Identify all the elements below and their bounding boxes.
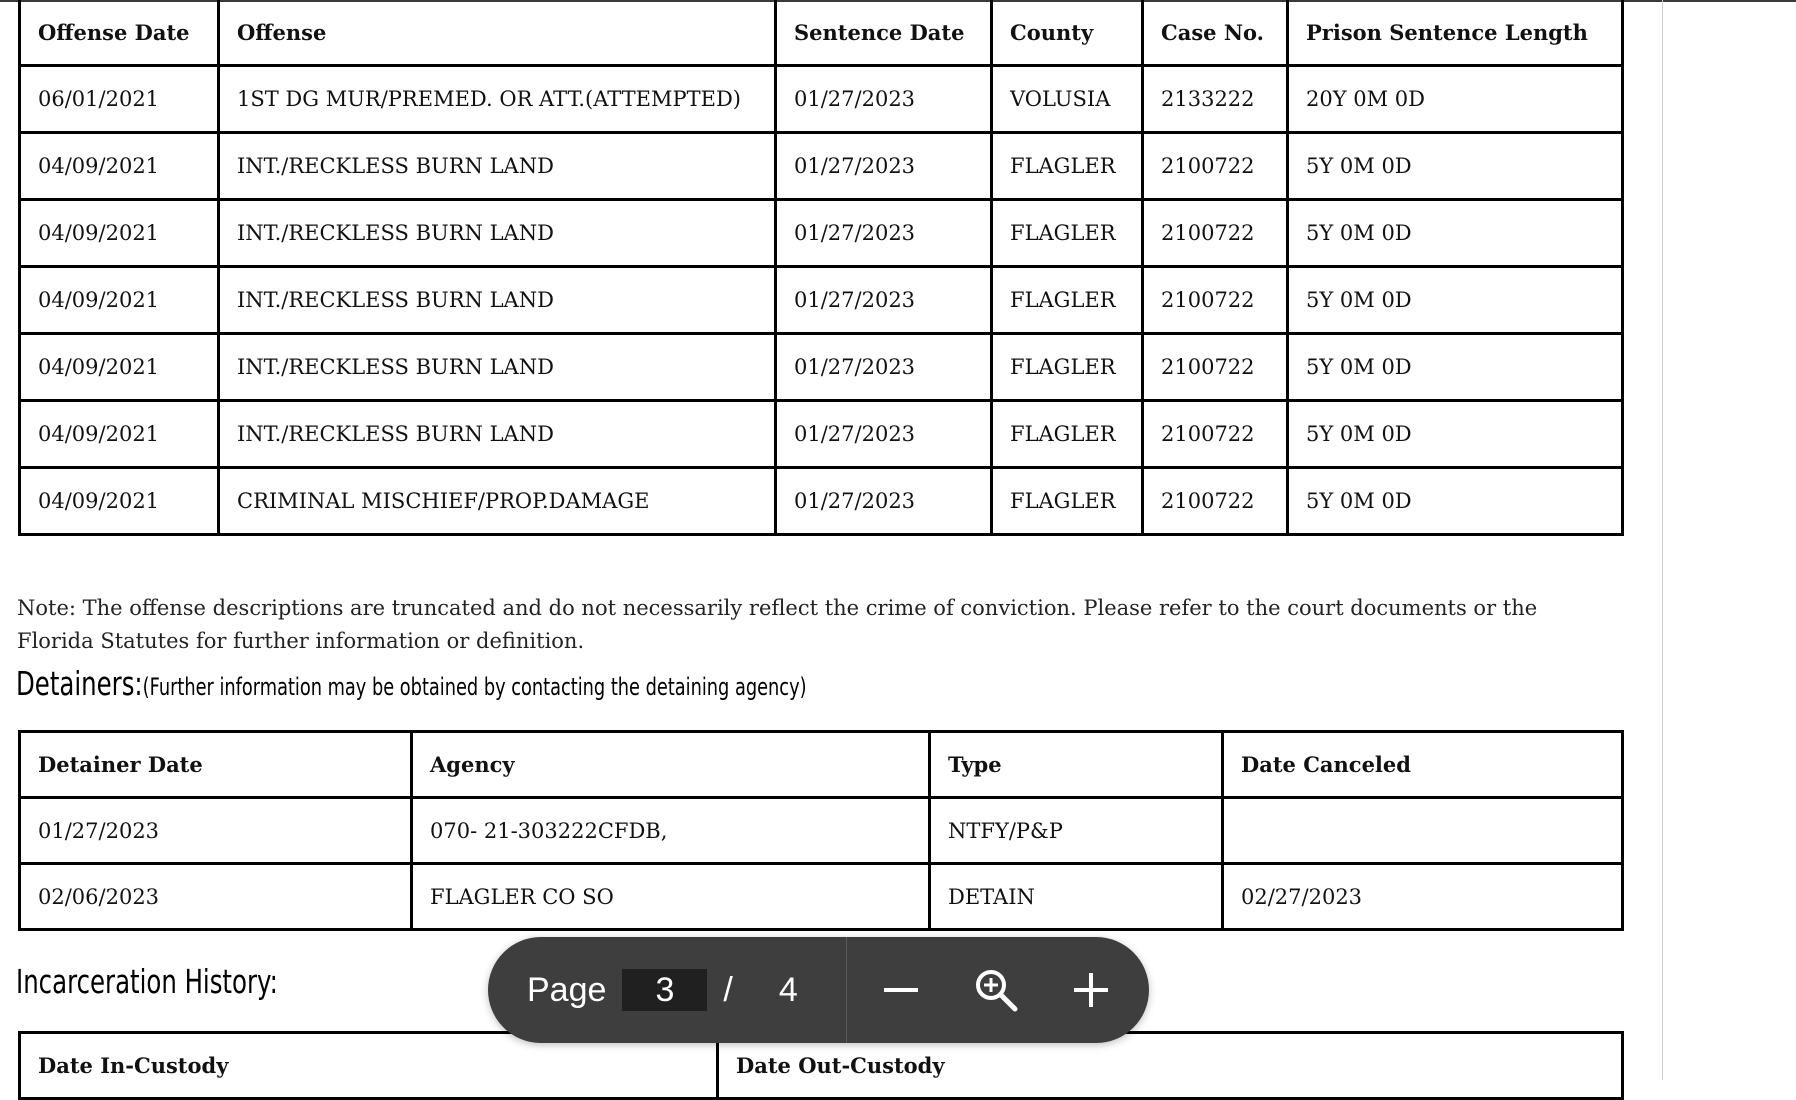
- table-row: [20, 267, 1623, 334]
- column-header-date-out-custody: Date Out-Custody: [718, 1033, 1623, 1099]
- zoom-magnifier-icon: [972, 966, 1020, 1014]
- column-header-agency: Agency: [412, 732, 930, 798]
- zoom-in-button[interactable]: [1061, 960, 1121, 1020]
- offense-date-cell: 04/09/2021: [20, 401, 219, 468]
- type-cell: NTFY/P&P: [930, 798, 1223, 864]
- offense-note: Note: The offense descriptions are truncated and do not necessarily reflect the crime of conviction. Please refer to the court documents or the Florida Statutes for further information or definition.: [17, 596, 1538, 653]
- county-cell: FLAGLER: [992, 468, 1143, 535]
- offense-cell: CRIMINAL MISCHIEF/PROP.DAMAGE: [219, 468, 776, 535]
- offense-date-cell: 04/09/2021: [20, 334, 219, 401]
- detainers-title: Detainers:: [16, 664, 143, 703]
- page-number-input[interactable]: [622, 969, 707, 1011]
- detainer-date-cell: 01/27/2023: [20, 798, 412, 864]
- county-cell: FLAGLER: [992, 401, 1143, 468]
- sentence-length-cell: 5Y 0M 0D: [1288, 401, 1623, 468]
- sentence-length-cell: 5Y 0M 0D: [1288, 133, 1623, 200]
- county-cell: FLAGLER: [992, 133, 1143, 200]
- case-no-cell: 2100722: [1143, 401, 1288, 468]
- column-header-sentence-length: Prison Sentence Length: [1288, 0, 1623, 66]
- table-row: [20, 133, 1623, 200]
- table-row: [20, 864, 1623, 930]
- sentence-date-cell: 01/27/2023: [776, 133, 992, 200]
- offense-cell: INT./RECKLESS BURN LAND: [219, 200, 776, 267]
- offense-header-row: [20, 0, 1623, 66]
- detainer-table: [18, 730, 1624, 931]
- case-no-cell: 2100722: [1143, 133, 1288, 200]
- incarceration-history-heading: Incarceration History:: [16, 962, 278, 1001]
- table-row: [20, 798, 1623, 864]
- offense-cell: 1ST DG MUR/PREMED. OR ATT.(ATTEMPTED): [219, 66, 776, 133]
- table-row: [20, 200, 1623, 267]
- total-pages: 4: [778, 970, 798, 1009]
- type-cell: DETAIN: [930, 864, 1223, 930]
- detainer-date-cell: 02/06/2023: [20, 864, 412, 930]
- sentence-length-cell: 20Y 0M 0D: [1288, 66, 1623, 133]
- county-cell: FLAGLER: [992, 200, 1143, 267]
- zoom-reset-button[interactable]: [966, 960, 1026, 1020]
- detainers-subtitle: (Further information may be obtained by contacting the detaining agency): [142, 673, 807, 701]
- column-header-type: Type: [930, 732, 1223, 798]
- detainers-heading: [16, 664, 807, 703]
- minus-icon: [881, 970, 921, 1010]
- column-header-date-in-custody: Date In-Custody: [20, 1033, 718, 1099]
- case-no-cell: 2100722: [1143, 200, 1288, 267]
- offense-date-cell: 04/09/2021: [20, 133, 219, 200]
- detainer-header-row: [20, 732, 1623, 798]
- zoom-out-button[interactable]: [871, 960, 931, 1020]
- offense-date-cell: 06/01/2021: [20, 66, 219, 133]
- sentence-date-cell: 01/27/2023: [776, 200, 992, 267]
- offense-date-cell: 04/09/2021: [20, 200, 219, 267]
- sentence-date-cell: 01/27/2023: [776, 401, 992, 468]
- sentence-length-cell: 5Y 0M 0D: [1288, 200, 1623, 267]
- sentence-length-cell: 5Y 0M 0D: [1288, 468, 1623, 535]
- sentence-length-cell: 5Y 0M 0D: [1288, 267, 1623, 334]
- column-header-county: County: [992, 0, 1143, 66]
- table-row: [20, 401, 1623, 468]
- column-header-offense: Offense: [219, 0, 776, 66]
- toolbar-divider: [846, 937, 847, 1043]
- column-header-date-canceled: Date Canceled: [1223, 732, 1623, 798]
- case-no-cell: 2133222: [1143, 66, 1288, 133]
- column-header-detainer-date: Detainer Date: [20, 732, 412, 798]
- county-cell: VOLUSIA: [992, 66, 1143, 133]
- column-header-sentence-date: Sentence Date: [776, 0, 992, 66]
- case-no-cell: 2100722: [1143, 468, 1288, 535]
- county-cell: FLAGLER: [992, 267, 1143, 334]
- offense-cell: INT./RECKLESS BURN LAND: [219, 267, 776, 334]
- offense-cell: INT./RECKLESS BURN LAND: [219, 133, 776, 200]
- plus-icon: [1071, 970, 1111, 1010]
- table-row: [20, 66, 1623, 133]
- case-no-cell: 2100722: [1143, 334, 1288, 401]
- page-separator: /: [723, 970, 733, 1009]
- table-row: [20, 468, 1623, 535]
- sentence-date-cell: 01/27/2023: [776, 66, 992, 133]
- column-header-case-no: Case No.: [1143, 0, 1288, 66]
- case-no-cell: 2100722: [1143, 267, 1288, 334]
- sentence-length-cell: 5Y 0M 0D: [1288, 334, 1623, 401]
- offense-date-cell: 04/09/2021: [20, 468, 219, 535]
- date-canceled-cell: 02/27/2023: [1223, 864, 1623, 930]
- offense-date-cell: 04/09/2021: [20, 267, 219, 334]
- agency-cell: FLAGLER CO SO: [412, 864, 930, 930]
- sentence-date-cell: 01/27/2023: [776, 334, 992, 401]
- page-edge: [1662, 0, 1663, 1080]
- county-cell: FLAGLER: [992, 334, 1143, 401]
- pdf-page-toolbar: [488, 937, 1149, 1043]
- date-canceled-cell: [1223, 798, 1623, 864]
- agency-cell: 070- 21-303222CFDB,: [412, 798, 930, 864]
- offense-cell: INT./RECKLESS BURN LAND: [219, 401, 776, 468]
- sentence-date-cell: 01/27/2023: [776, 267, 992, 334]
- column-header-offense-date: Offense Date: [20, 0, 219, 66]
- offense-table: [18, 0, 1624, 536]
- table-row: [20, 334, 1623, 401]
- offense-cell: INT./RECKLESS BURN LAND: [219, 334, 776, 401]
- page-label: Page: [527, 970, 607, 1009]
- sentence-date-cell: 01/27/2023: [776, 468, 992, 535]
